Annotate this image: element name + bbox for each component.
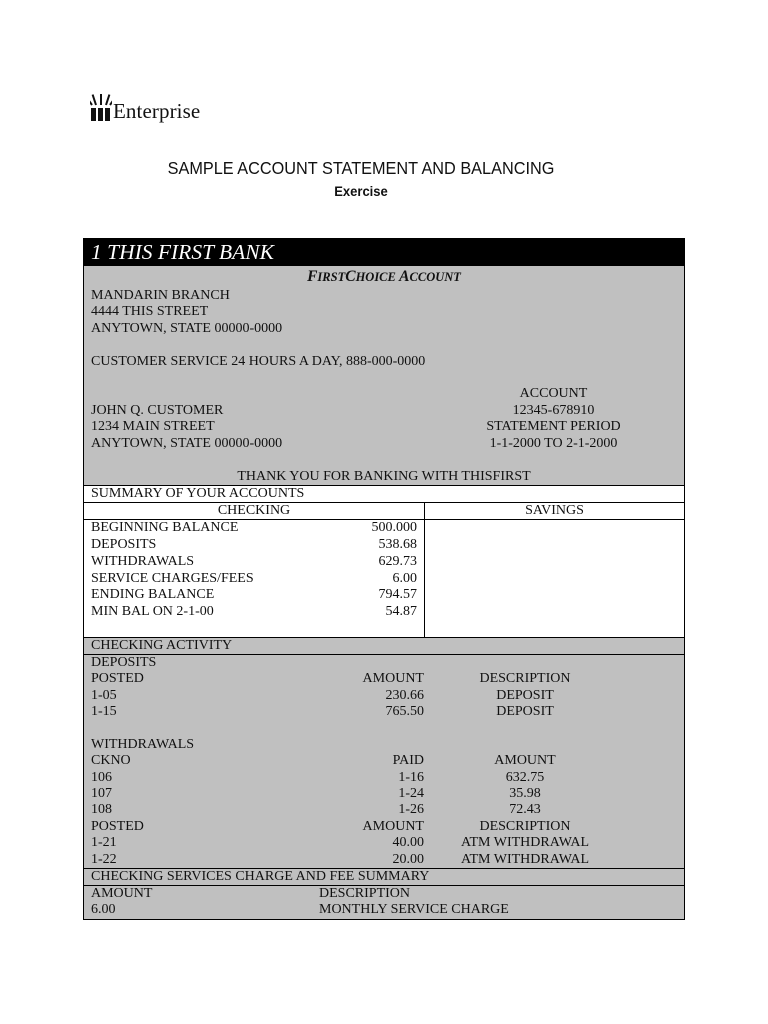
enterprise-logo [90, 92, 200, 122]
summary-row: ENDING BALANCE 794.57 [91, 587, 417, 603]
fees-header-row: AMOUNT DESCRIPTION [91, 885, 411, 901]
document-subtitle: Exercise [334, 183, 388, 199]
customer-account-info [84, 386, 684, 452]
summary-row: MIN BAL ON 2-1-00 54.87 [91, 604, 417, 620]
deposits-header-row: POSTED AMOUNT DESCRIPTION [91, 671, 571, 687]
atm-header-row: POSTED AMOUNT DESCRIPTION [91, 818, 571, 834]
deposits-label-row: DEPOSITS [91, 654, 157, 670]
check-row: 107 1-24 35.98 [91, 786, 541, 802]
thank-you-message: THANK YOU FOR BANKING WITH THISFIRST [237, 469, 531, 485]
check-row: 108 1-26 72.43 [91, 802, 541, 818]
enterprise-logo-icon [90, 94, 112, 122]
savings-column-header: SAVINGS [525, 502, 584, 518]
summary-row: SERVICE CHARGES/FEES 6.00 [91, 570, 417, 586]
deposit-row: 1-15 765.50 DEPOSIT [91, 704, 554, 720]
account-details: ACCOUNT 12345-678910 STATEMENT PERIOD 1-1-2000 TO 2-1-2000 [486, 386, 621, 451]
summary-column-headers [84, 502, 684, 519]
atm-row: 1-21 40.00 ATM WITHDRAWAL [91, 835, 590, 851]
enterprise-logo-text: Enterprise [113, 99, 201, 123]
checking-column-header: CHECKING [84, 503, 425, 519]
summary-table [84, 519, 684, 637]
checks-header-row: CKNO PAID AMOUNT [91, 753, 556, 769]
account-type-heading: FIRSTCHOICE ACCOUNT [307, 268, 461, 285]
customer-address: JOHN Q. CUSTOMER 1234 MAIN STREET ANYTOWN, STATE 00000-0000 [91, 402, 283, 451]
summary-title: SUMMARY OF YOUR ACCOUNTS [84, 485, 684, 502]
customer-service-line: CUSTOMER SERVICE 24 HOURS A DAY, 888-000-0000 [91, 353, 426, 369]
withdrawals-label-row: WITHDRAWALS [91, 736, 195, 752]
atm-row: 1-22 20.00 ATM WITHDRAWAL [91, 851, 590, 867]
document-title: SAMPLE ACCOUNT STATEMENT AND BALANCING [167, 158, 555, 178]
summary-row: WITHDRAWALS 629.73 [91, 553, 417, 569]
check-row: 106 1-16 632.75 [91, 769, 545, 785]
fee-row: 6.00 MONTHLY SERVICE CHARGE [91, 902, 509, 918]
fees-summary-title: CHECKING SERVICES CHARGE AND FEE SUMMARY [84, 868, 684, 885]
bank-name-bar: 1 THIS FIRST BANK [84, 239, 684, 266]
checking-summary [84, 520, 425, 637]
checking-activity-title: CHECKING ACTIVITY [84, 637, 684, 654]
deposit-row: 1-05 230.66 DEPOSIT [91, 687, 554, 703]
fees-summary-table [84, 885, 684, 919]
savings-summary [425, 520, 684, 637]
account-statement [83, 238, 685, 920]
branch-address: MANDARIN BRANCH 4444 THIS STREET ANYTOWN, STATE 00000-0000 [91, 288, 283, 336]
summary-row: DEPOSITS 538.68 [91, 536, 417, 552]
summary-row: BEGINNING BALANCE 500.000 [91, 519, 417, 535]
checking-activity [84, 654, 684, 868]
